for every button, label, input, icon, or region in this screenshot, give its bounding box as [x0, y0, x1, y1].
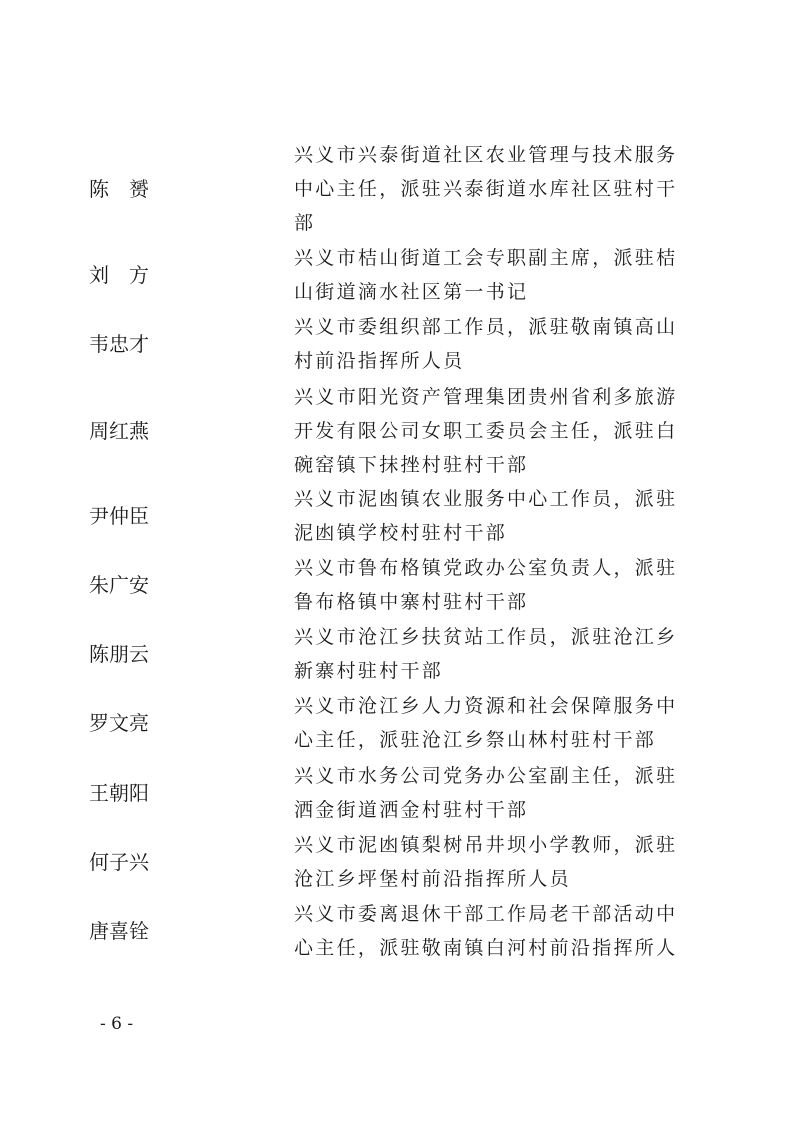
description-line: 兴义市鲁布格镇党政办公室负责人，派驻: [294, 557, 678, 579]
position-description: [294, 138, 684, 240]
description-line: 兴义市委组织部工作员，派驻敬南镇高山: [294, 316, 678, 338]
position-description: [294, 897, 684, 965]
person-name: 何子兴: [89, 850, 149, 874]
person-name: 朱广安: [89, 573, 149, 597]
description-line: 沧江乡坪堡村前沿指挥所人员: [294, 868, 571, 890]
description-line: 洒金街道洒金村驻村干部: [294, 799, 529, 821]
position-description: [294, 482, 684, 550]
description-line: 碗窑镇下抹挫村驻村干部: [294, 454, 529, 476]
position-description: [294, 380, 684, 482]
position-description: [294, 310, 684, 378]
description-line: 开发有限公司女职工委员会主任，派驻白: [294, 420, 678, 442]
description-line: 山街道滴水社区第一书记: [294, 281, 529, 303]
person-name: 陈朋云: [89, 642, 149, 666]
person-name: 尹仲臣: [89, 504, 149, 528]
position-description: [294, 241, 684, 309]
description-line: 兴义市阳光资产管理集团贵州省利多旅游: [294, 386, 678, 408]
person-name: 周红燕: [89, 419, 149, 443]
description-line: 鲁布格镇中寨村驻村干部: [294, 591, 529, 613]
description-line: 兴义市桔山街道工会专职副主席，派驻桔: [294, 247, 678, 269]
description-line: 兴义市兴泰街道社区农业管理与技术服务: [294, 144, 678, 166]
person-name: 王朝阳: [89, 781, 149, 805]
position-description: [294, 551, 684, 619]
person-name: 刘 方: [89, 263, 149, 287]
description-line: 兴义市泥凼镇梨树吊井坝小学教师，派驻: [294, 834, 678, 856]
person-name: 陈 赟: [89, 177, 149, 201]
description-line: 兴义市沧江乡扶贫站工作员，派驻沧江乡: [294, 626, 678, 648]
page-number: - 6 -: [100, 1014, 134, 1034]
description-line: 兴义市泥凼镇农业服务中心工作员，派驻: [294, 488, 678, 510]
position-description: [294, 689, 684, 757]
description-line: 兴义市水务公司党务办公室副主任，派驻: [294, 765, 678, 787]
description-line: 新寨村驻村干部: [294, 660, 444, 682]
description-line: 泥凼镇学校村驻村干部: [294, 522, 508, 544]
description-line: 部: [294, 212, 316, 234]
person-name: 唐喜铨: [89, 919, 149, 943]
position-description: [294, 828, 684, 896]
person-name: 罗文亮: [89, 711, 149, 735]
person-name: 韦忠才: [89, 332, 149, 356]
position-description: [294, 620, 684, 688]
description-line: 中心主任，派驻兴泰街道水库社区驻村干: [294, 178, 678, 200]
description-line: 兴义市沧江乡人力资源和社会保障服务中: [294, 695, 678, 717]
description-line: 兴义市委离退休干部工作局老干部活动中: [294, 903, 678, 925]
description-line: 心主任，派驻沧江乡祭山林村驻村干部: [294, 729, 657, 751]
description-line: 村前沿指挥所人员: [294, 350, 465, 372]
position-description: [294, 759, 684, 827]
description-line: 心主任，派驻敬南镇白河村前沿指挥所人: [294, 937, 678, 959]
